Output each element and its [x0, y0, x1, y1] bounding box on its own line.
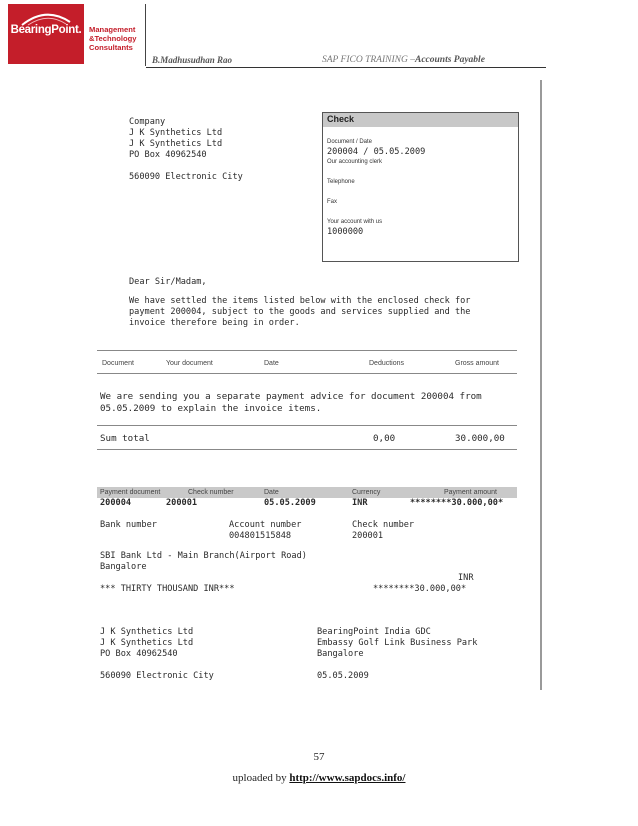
- logo-tagline: Management &Technology Consultants: [89, 25, 137, 52]
- col-payment-document: Payment document: [100, 489, 161, 496]
- logo-name: BearingPoint.: [10, 24, 82, 36]
- col-payment-amount: Payment amount: [444, 489, 497, 496]
- payee-address: [100, 627, 214, 682]
- pay-currency-value: INR: [352, 498, 368, 508]
- header-divider: [145, 4, 146, 66]
- scan-edge: [540, 80, 542, 690]
- advice-note: We are sending you a separate payment advice for document 200004 from 05.05.2009 to explain the invoice items.: [100, 391, 482, 414]
- account-number: 004801515848: [229, 531, 292, 541]
- col-deductions: Deductions: [369, 360, 405, 367]
- payer-line: Embassy Golf Link Business Park: [317, 638, 478, 648]
- check-number-label: Check number: [352, 520, 415, 530]
- check-info-box: [322, 112, 519, 262]
- account-label: Your account with us: [327, 219, 383, 225]
- payer-line: BearingPoint India GDC: [317, 627, 431, 637]
- bank-name: SBI Bank Ltd - Main Branch(Airport Road): [100, 551, 307, 561]
- upload-credit: uploaded by http://www.sapdocs.info/: [232, 772, 406, 784]
- payer-line: 05.05.2009: [317, 671, 369, 681]
- sum-bottom-rule: [97, 449, 517, 450]
- address-line: PO Box 40962540: [129, 150, 207, 160]
- address-line: 560090 Electronic City: [129, 172, 243, 182]
- clerk-label: Our accounting clerk: [327, 159, 383, 165]
- sum-deductions: 0,00: [373, 433, 396, 444]
- sum-gross: 30.000,00: [455, 433, 505, 444]
- sum-label: Sum total: [100, 433, 150, 444]
- page-number: 57: [313, 751, 325, 763]
- payer-line: Bangalore: [317, 649, 364, 659]
- amount-figure: ********30.000,00*: [373, 584, 467, 594]
- col-your-document: Your document: [166, 360, 213, 367]
- col-gross-amount: Gross amount: [455, 360, 499, 367]
- payee-line: 560090 Electronic City: [100, 671, 214, 681]
- account-value: 1000000: [327, 227, 364, 237]
- letter-body: We have settled the items listed below with the enclosed check for payment 200004, subject to the goods and services supplied and the invoice therefore being in order.: [129, 296, 471, 328]
- doc-date-label: Document / Date: [327, 139, 373, 145]
- pay-date-value: 05.05.2009: [264, 498, 316, 508]
- payer-address: [317, 627, 477, 682]
- course-title: SAP FICO TRAINING –Accounts Payable: [322, 55, 485, 65]
- course-topic: Accounts Payable: [414, 55, 485, 65]
- pay-check-value: 200001: [166, 498, 198, 508]
- sum-top-rule: [97, 425, 517, 426]
- pay-doc-value: 200004: [100, 498, 132, 508]
- payee-line: PO Box 40962540: [100, 649, 178, 659]
- company-address: [129, 117, 243, 183]
- amount-in-words: *** THIRTY THOUSAND INR***: [100, 584, 235, 594]
- author-name: B.Madhusudhan Rao: [152, 55, 233, 65]
- payee-line: J K Synthetics Ltd: [100, 638, 194, 648]
- header-rule: [146, 67, 546, 68]
- bank-number-label: Bank number: [100, 520, 157, 530]
- pay-amount-value: ********30.000,00*: [410, 498, 504, 508]
- check-title: Check: [327, 114, 355, 124]
- col-date: Date: [264, 360, 279, 367]
- doc-date-value: 200004 / 05.05.2009: [327, 147, 426, 157]
- col-pay-date: Date: [264, 489, 279, 496]
- fax-label: Fax: [327, 199, 338, 205]
- col-currency: Currency: [352, 489, 381, 496]
- address-line: Company: [129, 117, 166, 127]
- bank-city: Bangalore: [100, 562, 147, 572]
- payee-line: J K Synthetics Ltd: [100, 627, 194, 637]
- check-number: 200001: [352, 531, 384, 541]
- account-number-label: Account number: [229, 520, 302, 530]
- sapdocs-link[interactable]: http://www.sapdocs.info/: [289, 772, 406, 784]
- salutation: Dear Sir/Madam,: [129, 277, 207, 287]
- table-header-rule: [97, 373, 517, 374]
- table-top-rule: [97, 350, 517, 351]
- amount-currency: INR: [458, 573, 474, 583]
- telephone-label: Telephone: [327, 179, 355, 185]
- col-check-number: Check number: [188, 489, 234, 496]
- address-line: J K Synthetics Ltd: [129, 139, 223, 149]
- address-line: J K Synthetics Ltd: [129, 128, 223, 138]
- bearingpoint-logo: [8, 4, 84, 64]
- col-document: Document: [102, 360, 134, 367]
